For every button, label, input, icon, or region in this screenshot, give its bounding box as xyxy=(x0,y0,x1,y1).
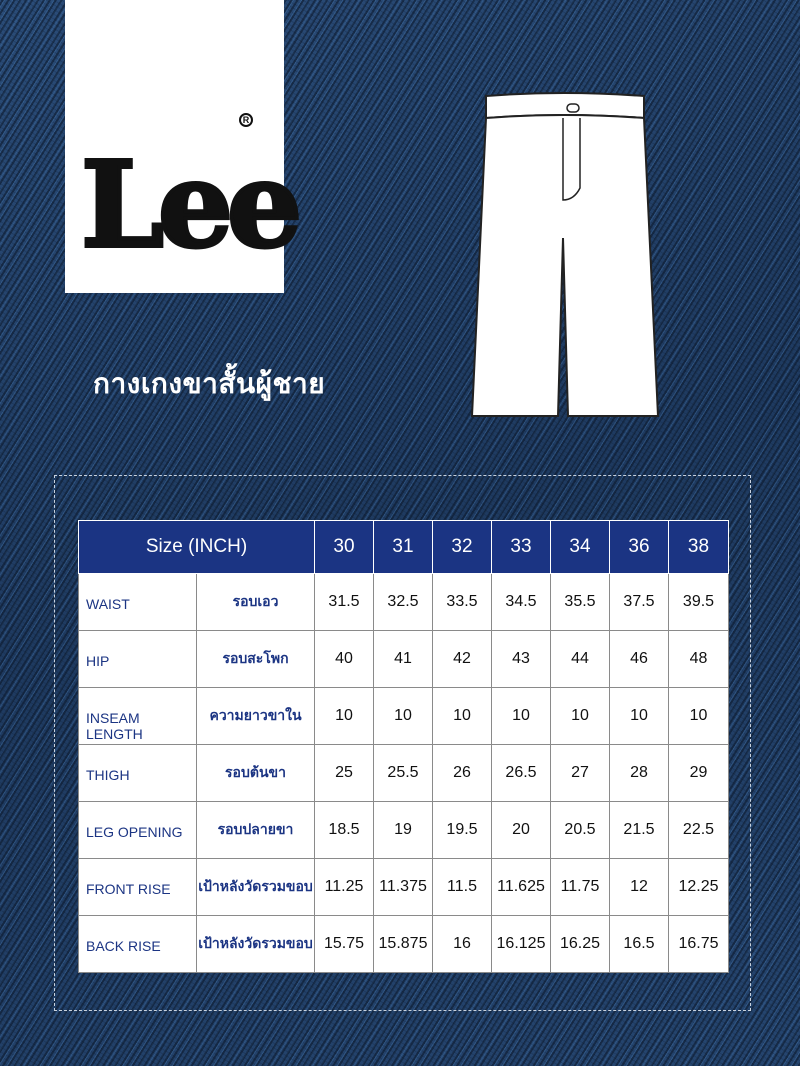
size-value: 12.25 xyxy=(669,859,729,916)
size-value: 10 xyxy=(551,688,610,745)
size-header-label: Size (INCH) xyxy=(79,521,315,574)
size-value: 25.5 xyxy=(374,745,433,802)
size-value: 16.25 xyxy=(551,916,610,973)
table-row xyxy=(79,802,729,859)
size-value: 26 xyxy=(433,745,492,802)
measure-label-th: รอบสะโพก xyxy=(197,631,315,688)
measure-label-th: รอบปลายขา xyxy=(197,802,315,859)
size-value: 42 xyxy=(433,631,492,688)
size-value: 41 xyxy=(374,631,433,688)
size-value: 48 xyxy=(669,631,729,688)
size-value: 32.5 xyxy=(374,574,433,631)
size-value: 27 xyxy=(551,745,610,802)
measure-label-en: INSEAM LENGTH xyxy=(79,688,197,745)
size-value: 10 xyxy=(315,688,374,745)
size-value: 39.5 xyxy=(669,574,729,631)
size-value: 11.5 xyxy=(433,859,492,916)
measure-label-en: THIGH xyxy=(79,745,197,802)
size-value: 11.625 xyxy=(492,859,551,916)
size-value: 40 xyxy=(315,631,374,688)
size-header: 31 xyxy=(374,521,433,574)
size-value: 28 xyxy=(610,745,669,802)
size-value: 26.5 xyxy=(492,745,551,802)
size-value: 10 xyxy=(433,688,492,745)
size-value: 15.75 xyxy=(315,916,374,973)
measure-label-en: HIP xyxy=(79,631,197,688)
table-header-row xyxy=(79,521,729,574)
table-row xyxy=(79,916,729,973)
size-header: 34 xyxy=(551,521,610,574)
measure-label-en: FRONT RISE xyxy=(79,859,197,916)
size-value: 18.5 xyxy=(315,802,374,859)
lee-logo-text: Lee xyxy=(81,135,297,274)
size-value: 15.875 xyxy=(374,916,433,973)
size-value: 16.75 xyxy=(669,916,729,973)
size-value: 16.5 xyxy=(610,916,669,973)
size-value: 21.5 xyxy=(610,802,669,859)
size-value: 25 xyxy=(315,745,374,802)
page-title: กางเกงขาสั้นผู้ชาย xyxy=(93,368,326,399)
size-value: 11.25 xyxy=(315,859,374,916)
measure-label-th: ความยาวขาใน xyxy=(197,688,315,745)
table-row xyxy=(79,859,729,916)
measure-label-en: WAIST xyxy=(79,574,197,631)
size-value: 11.75 xyxy=(551,859,610,916)
table-row xyxy=(79,745,729,802)
registered-mark: R xyxy=(239,113,253,127)
size-value: 19 xyxy=(374,802,433,859)
size-value: 16.125 xyxy=(492,916,551,973)
size-value: 44 xyxy=(551,631,610,688)
table-row xyxy=(79,631,729,688)
size-value: 10 xyxy=(669,688,729,745)
size-value: 34.5 xyxy=(492,574,551,631)
measure-label-th: เป้าหลังวัดรวมขอบ xyxy=(197,916,315,973)
size-value: 20.5 xyxy=(551,802,610,859)
size-value: 10 xyxy=(492,688,551,745)
table-row xyxy=(79,574,729,631)
size-value: 46 xyxy=(610,631,669,688)
size-value: 31.5 xyxy=(315,574,374,631)
size-value: 20 xyxy=(492,802,551,859)
size-value: 22.5 xyxy=(669,802,729,859)
size-value: 11.375 xyxy=(374,859,433,916)
size-value: 37.5 xyxy=(610,574,669,631)
measure-label-th: เป้าหลังวัดรวมขอบ xyxy=(197,859,315,916)
shorts-icon xyxy=(466,88,666,423)
size-header: 30 xyxy=(315,521,374,574)
size-header: 36 xyxy=(610,521,669,574)
size-value: 29 xyxy=(669,745,729,802)
size-value: 35.5 xyxy=(551,574,610,631)
size-chart-table xyxy=(78,520,729,973)
measure-label-en: BACK RISE xyxy=(79,916,197,973)
size-value: 10 xyxy=(610,688,669,745)
size-header: 33 xyxy=(492,521,551,574)
size-value: 12 xyxy=(610,859,669,916)
measure-label-th: รอบต้นขา xyxy=(197,745,315,802)
brand-logo-panel xyxy=(65,0,297,293)
table-row xyxy=(79,688,729,745)
size-value: 43 xyxy=(492,631,551,688)
size-value: 10 xyxy=(374,688,433,745)
measure-label-en: LEG OPENING xyxy=(79,802,197,859)
size-header: 32 xyxy=(433,521,492,574)
size-value: 19.5 xyxy=(433,802,492,859)
size-header: 38 xyxy=(669,521,729,574)
measure-label-th: รอบเอว xyxy=(197,574,315,631)
size-value: 33.5 xyxy=(433,574,492,631)
size-value: 16 xyxy=(433,916,492,973)
lee-logo xyxy=(81,108,297,274)
